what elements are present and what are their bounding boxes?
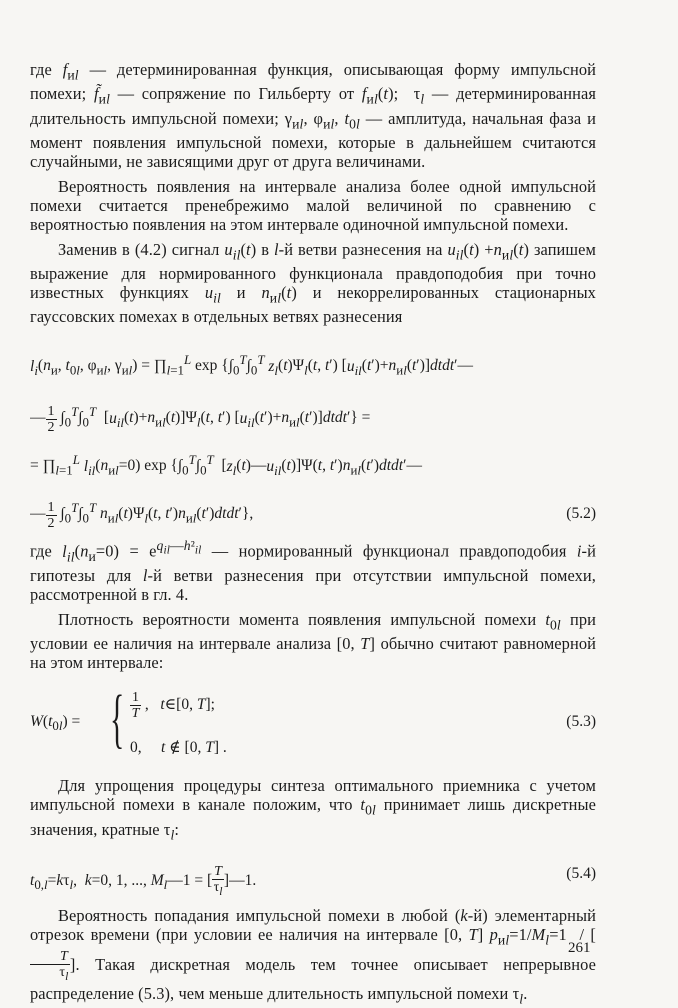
equation-5-3-brace: { [110,682,125,756]
paragraph-6: Для упрощения процедуры синтеза оптимального приемника с учетом импульсной помехи в канале положим, что $t_{0l}$ принимает лишь дискретные значения, кратные $\tau_l$: [30,776,596,842]
equation-number-5-3: (5.3) [566,713,596,731]
page-body [30,60,596,1008]
equation-5-2-line-1: $l_i(n_и$, $t_{0l}$, $\varphi_{иl}$, $\gamma_{иl}$) = $\prod_{l=1}^L$ $\exp \{\int_0^T\int_0^T$ $z_l(t)\Psi_l(t$, t′) $[u_{il}(t')+n_{иl}(t')]dtdt'—$ [30,352,474,378]
equation-5-3-case-1: $\frac{1}{T}$ , t∈[0, T]; [131,690,215,722]
paragraph-2: Вероятность появления на интервале анализа более одной импульсной помехи считается пренебрежимо малой величиной по сравнению с вероятностью появления на этом интервале одиночной импульсной помехи. [30,176,596,234]
equation-5-2-line-2: — $\frac{1}{2}$ $\int_0^T\int_0^T$ $[u_{il}(t)+n_{иl}(t)]\Psi_l(t$, t′) $[u_{il}(t')+n_{иl}(t')]dtdt'$} = [30,403,371,435]
equation-5-4-body: $t_{0,l}=k\tau_l$, k=0, 1, ..., $M_l—1$ = [ $\frac{T}{\tau_l}$ ]—1. [30,864,257,896]
equation-5-2-line-4: — $\frac{1}{2}$ $\int_0^T\int_0^T$ $n_{иl}(t)\Psi_l(t$, $t')n_{иl}(t')dtdt'$}, [30,499,254,531]
equation-5-2 [30,338,596,530]
equation-5-4 [30,854,596,896]
equation-number-5-2: (5.2) [566,505,596,523]
paragraph-3: Заменив в (4.2) сигнал $u_{il}(t)$ в l-й ветви разнесения на $u_{il}(t) +n_{иl}(t)$ запишем выражение для нормированного функционала правдоподобия при точно известных функциях $u_{il}$ и $n_{иl}(t)$ и некоррелированных стационарных гауссовских помехах в отдельных ветвях разнесения [30,239,597,327]
paragraph-4: где $l_{il}(n_и=0) = e^{q_{il}—h^2_{il}}$ — нормированный функционал правдоподобия i-й гипотезы для l-й ветви разнесения при отсутствии импульсной помехи, рассмотренной в гл. 4. [30,538,596,605]
page-number: 261 [568,940,591,956]
paragraph-7: Вероятность попадания импульсной помехи в любой (k-й) элементарный отрезок времени (при условии ее наличия на интервале [0, T] $p_{иl}=1/M_l=1$ / [ $\frac{T}{\tau_l}$ ]. Такая дискретная модель тем точнее описывает непрерывное распределение (5.3), чем меньше длительность импульсной помехи $\tau_l$. [30,906,596,1007]
equation-number-5-4: (5.4) [566,865,596,882]
equation-5-2-line-3: = $\prod_{l=1}^L$ $l_{il}(n_{иl}=0)$ $\exp \{\int_0^T\int_0^T$ $[z_l(t)—u_{il}(t)]\Psi(t$, $t')n_{иl}(t')dtdt'—$ [30,452,423,478]
equation-5-3-lhs: $W(t_{0l})$ = [30,713,81,734]
paragraph-1: где $f_{иl}$ — детерминированная функция, описывающая форму импульсной помехи; $f̃_{иl}$ — сопряжение по Гильберту от $f_{иl}(t)$; $\tau_l$ — детерминированная длительность импульсной помехи; $\gamma_{иl}$, $\varphi_{иl}$, $t_{0l}$ — амплитуда, начальная фаза и момент появления импульсной помехи, которые в дальнейшем считаются случайными, не зависящими друг от друга величинами. [30,60,596,171]
equation-5-3 [30,682,596,764]
paragraph-5: Плотность вероятности момента появления импульсной помехи $t_{0l}$ при условии ее наличия на интервале анализа [0, T] обычно считают равномерной на этом интервале: [30,610,596,673]
equation-5-3-case-2: 0, t ∉ [0, T] . [130,739,227,757]
